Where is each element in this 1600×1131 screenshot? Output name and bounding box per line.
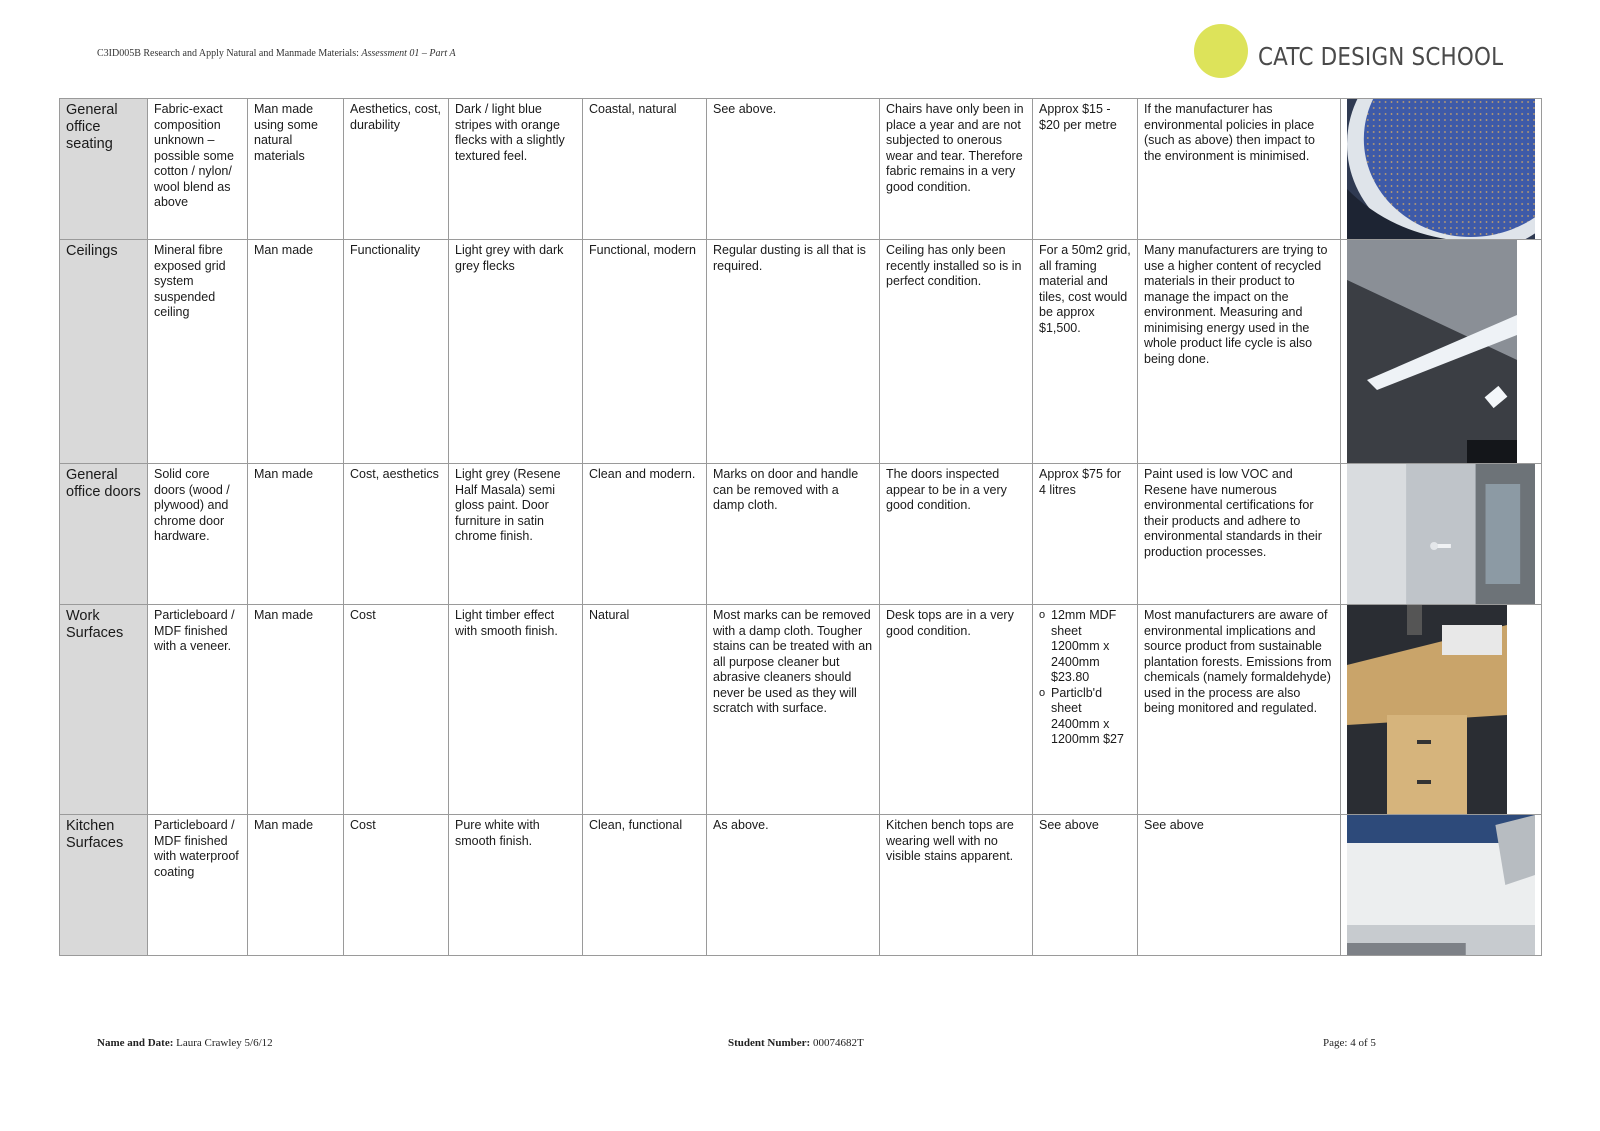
cost-cell: Approx $75 for 4 litres xyxy=(1033,464,1138,605)
footer-name-date xyxy=(97,1037,273,1049)
appearance-cell: Pure white with smooth finish. xyxy=(449,815,583,956)
logo-text: CATC DESIGN SCHOOL xyxy=(1258,42,1504,71)
selection-cell: Aesthetics, cost, durability xyxy=(344,99,449,240)
selection-cell: Cost xyxy=(344,605,449,815)
photo-cell xyxy=(1341,605,1542,815)
composition-cell: Particleboard / MDF finished with a veneer. xyxy=(148,605,248,815)
style-cell: Natural xyxy=(583,605,707,815)
composition-cell: Fabric-exact composition unknown – possible some cotton / nylon/ wool blend as above xyxy=(148,99,248,240)
photo-door xyxy=(1347,464,1535,604)
material-name: Work Surfaces xyxy=(60,605,148,815)
footer-page-number: Page: 4 of 5 xyxy=(1323,1037,1376,1049)
list-item: o 12mm MDF sheet 1200mm x 2400mm $23.80 xyxy=(1039,608,1131,686)
style-cell: Functional, modern xyxy=(583,240,707,464)
material-name: Kitchen Surfaces xyxy=(60,815,148,956)
logo-circle-icon xyxy=(1194,24,1248,78)
list-item: o Particlb'd sheet 2400mm x 1200mm $27 xyxy=(1039,686,1131,748)
origin-cell: Man made xyxy=(248,605,344,815)
selection-cell: Cost, aesthetics xyxy=(344,464,449,605)
material-name: General office doors xyxy=(60,464,148,605)
composition-cell: Particleboard / MDF finished with waterproof coating xyxy=(148,815,248,956)
materials-table xyxy=(59,98,1542,956)
name-value: Laura Crawley 5/6/12 xyxy=(176,1037,273,1049)
student-value: 00074682T xyxy=(812,1037,864,1049)
origin-cell: Man made using some natural materials xyxy=(248,99,344,240)
photo-cell xyxy=(1341,815,1542,956)
material-name: Ceilings xyxy=(60,240,148,464)
photo-desk xyxy=(1347,605,1507,814)
style-cell: Coastal, natural xyxy=(583,99,707,240)
table-row xyxy=(60,815,1542,956)
photo-cell xyxy=(1341,240,1542,464)
environment-cell: Paint used is low VOC and Resene have numerous environmental certifications for their products and adhere to environmental standards in their production processes. xyxy=(1138,464,1341,605)
maintenance-cell: As above. xyxy=(707,815,880,956)
assessment-title: Assessment 01 – Part A xyxy=(361,48,456,59)
environment-cell: Most manufacturers are aware of environmental implications and source product from sustainable plantation forests. Emissions from chemicals (namely formaldehyde) used in the process are also being monitored and regulated. xyxy=(1138,605,1341,815)
style-cell: Clean, functional xyxy=(583,815,707,956)
cost-cell: See above xyxy=(1033,815,1138,956)
material-name: General office seating xyxy=(60,99,148,240)
environment-cell: See above xyxy=(1138,815,1341,956)
school-logo xyxy=(1194,24,1524,80)
cost-cell: For a 50m2 grid, all framing material and tiles, cost would be approx $1,500. xyxy=(1033,240,1138,464)
photo-kitchen xyxy=(1347,815,1535,955)
origin-cell: Man made xyxy=(248,240,344,464)
environment-cell: Many manufacturers are trying to use a higher content of recycled materials in their product to manage the impact on the environment. Measuring and minimising energy used in the whole product life cycle is also being done. xyxy=(1138,240,1341,464)
origin-cell: Man made xyxy=(248,815,344,956)
style-cell: Clean and modern. xyxy=(583,464,707,605)
maintenance-cell: Marks on door and handle can be removed with a damp cloth. xyxy=(707,464,880,605)
table-row xyxy=(60,464,1542,605)
origin-cell: Man made xyxy=(248,464,344,605)
footer-student-number xyxy=(728,1037,864,1049)
maintenance-cell: Most marks can be removed with a damp cloth. Tougher stains can be treated with an all purpose cleaner but abrasive cleaners should never be used as they will scratch with surface. xyxy=(707,605,880,815)
cost-cell: Approx $15 - $20 per metre xyxy=(1033,99,1138,240)
condition-cell: Kitchen bench tops are wearing well with no visible stains apparent. xyxy=(880,815,1033,956)
condition-cell: The doors inspected appear to be in a very good condition. xyxy=(880,464,1033,605)
selection-cell: Cost xyxy=(344,815,449,956)
appearance-cell: Light grey (Resene Half Masala) semi gloss paint. Door furniture in satin chrome finish. xyxy=(449,464,583,605)
course-title: C3ID005B Research and Apply Natural and Manmade Materials: xyxy=(97,48,359,59)
condition-cell: Desk tops are in a very good condition. xyxy=(880,605,1033,815)
maintenance-cell: Regular dusting is all that is required. xyxy=(707,240,880,464)
selection-cell: Functionality xyxy=(344,240,449,464)
name-label: Name and Date: xyxy=(97,1037,174,1049)
photo-cell xyxy=(1341,464,1542,605)
condition-cell: Ceiling has only been recently installed so is in perfect condition. xyxy=(880,240,1033,464)
photo-cell xyxy=(1341,99,1542,240)
appearance-cell: Dark / light blue stripes with orange flecks with a slightly textured feel. xyxy=(449,99,583,240)
maintenance-cell: See above. xyxy=(707,99,880,240)
table-row xyxy=(60,99,1542,240)
environment-cell: If the manufacturer has environmental policies in place (such as above) then impact to the environment is minimised. xyxy=(1138,99,1341,240)
appearance-cell: Light grey with dark grey flecks xyxy=(449,240,583,464)
table-row xyxy=(60,605,1542,815)
cost-list xyxy=(1039,608,1131,748)
student-label: Student Number: xyxy=(728,1037,811,1049)
appearance-cell: Light timber effect with smooth finish. xyxy=(449,605,583,815)
photo-chair xyxy=(1347,99,1535,239)
photo-ceiling xyxy=(1347,240,1517,463)
document-header xyxy=(97,48,456,59)
composition-cell: Solid core doors (wood / plywood) and chrome door hardware. xyxy=(148,464,248,605)
composition-cell: Mineral fibre exposed grid system suspended ceiling xyxy=(148,240,248,464)
table-row xyxy=(60,240,1542,464)
cost-cell xyxy=(1033,605,1138,815)
condition-cell: Chairs have only been in place a year and are not subjected to onerous wear and tear. Therefore fabric remains in a very good condition. xyxy=(880,99,1033,240)
